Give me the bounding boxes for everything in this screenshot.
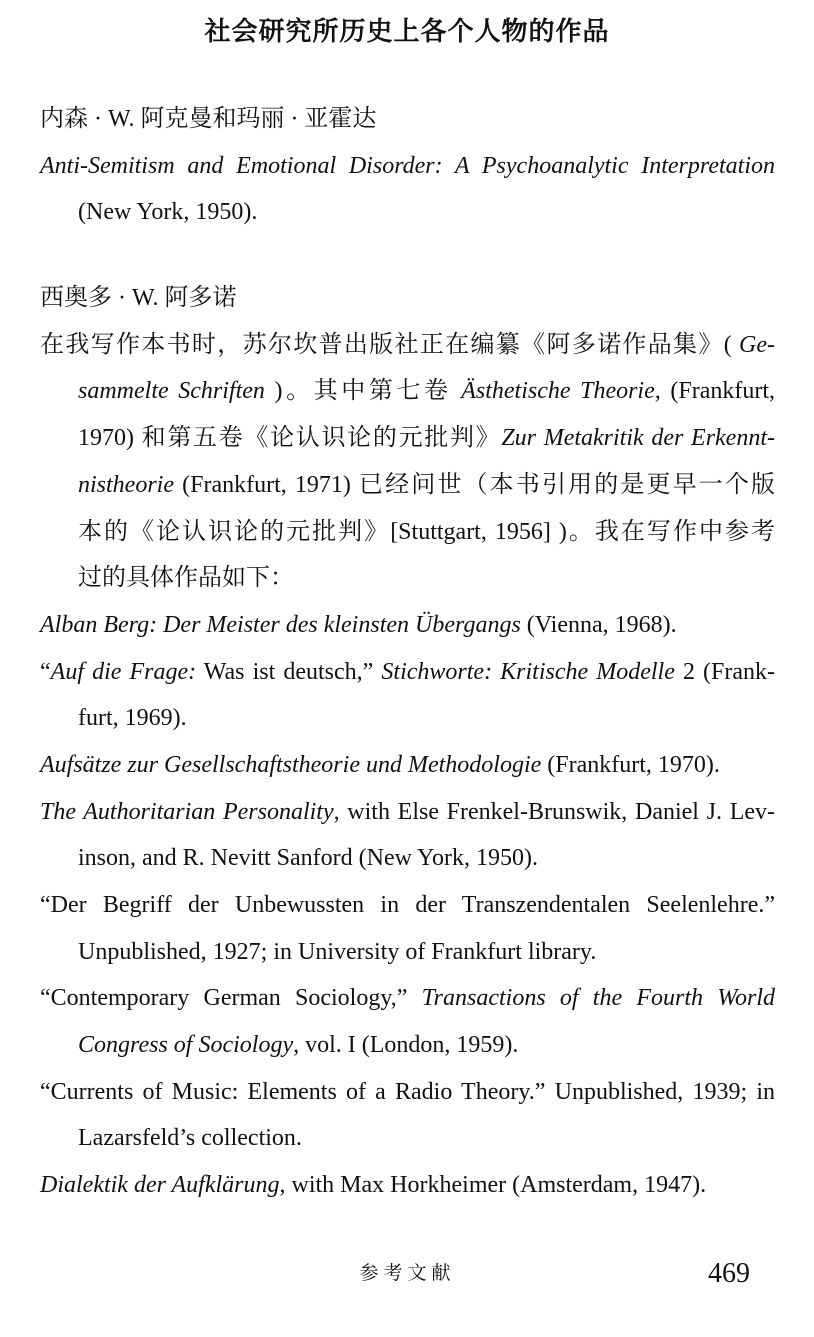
bib-line — [40, 143, 775, 190]
italic-text-segment: Aufsätze zur Gesellschaftstheorie und Methodologie — [40, 751, 542, 778]
text-segment: inson, and R. Nevitt Sanford (New York, 1950). — [78, 845, 538, 872]
page-number: 469 — [708, 1258, 750, 1289]
text-segment: 过的具体作品如下： — [78, 565, 294, 592]
bib-line — [40, 742, 775, 789]
italic-text-segment: Ästhetische Theorie, — [461, 378, 661, 405]
italic-text-segment: Auf die Frage: — [50, 658, 197, 685]
bib-line — [40, 462, 775, 509]
footer-label: 参考文献 — [359, 1263, 456, 1284]
bib-line — [40, 602, 775, 649]
text-segment: “ — [40, 658, 51, 685]
italic-text-segment: The Authoritarian Personality — [40, 798, 334, 825]
text-segment: , with Else Frenkel-Brunswik, Daniel J. Lev- — [333, 798, 775, 825]
page-footer — [40, 1253, 775, 1295]
bib-line — [40, 929, 775, 976]
italic-text-segment: Dialektik der Aufklärung — [40, 1172, 280, 1199]
text-segment: , vol. I (London, 1959). — [293, 1032, 519, 1059]
bib-line — [40, 1022, 775, 1069]
text-segment: “Der Begriff der Unbewussten in der Transzendentalen Seelenlehre.” — [40, 892, 775, 918]
text-segment: (Frankfurt, — [660, 378, 775, 405]
text-segment: “Contemporary German Sociology,” — [40, 985, 422, 1012]
text-segment: Unpublished, 1927; in University of Frankfurt library. — [78, 938, 597, 965]
bib-line — [40, 555, 775, 602]
page-title: 社会研究所历史上各个人物的作品 — [204, 17, 610, 46]
italic-text-segment: Congress of Sociology — [78, 1032, 294, 1059]
bib-line — [40, 509, 775, 556]
text-segment: (New York, 1950). — [78, 199, 258, 226]
text-segment: “Currents of Music: Elements of a Radio Theory.” Unpublished, 1939; in — [40, 1078, 775, 1105]
bib-line — [40, 189, 775, 236]
italic-text-segment: nistheorie — [78, 471, 174, 498]
text-segment: )。其中第七卷 — [264, 378, 462, 405]
author-ackerman-jahoda — [40, 96, 775, 143]
text-segment: 2 (Frank- — [674, 658, 776, 685]
bib-line — [40, 1162, 775, 1209]
bib-line — [40, 322, 775, 369]
text-segment: 本的《论认识论的元批判》[Stuttgart, 1956] )。我在写作中参考 — [78, 518, 775, 545]
text-segment: Lazarsfeld’s collection. — [78, 1125, 302, 1152]
bib-line — [40, 835, 775, 882]
italic-text-segment: Zur Metakritik der Erkennt- — [501, 425, 775, 452]
bib-line — [40, 368, 775, 415]
italic-text-segment: Ge- — [739, 331, 775, 358]
text-segment: furt, 1969). — [78, 705, 187, 732]
bib-line — [40, 882, 775, 929]
text-segment: 在我写作本书时，苏尔坎普出版社正在编纂《阿多诺作品集》( — [40, 331, 740, 358]
text-segment: 西奥多 · W. 阿多诺 — [40, 285, 237, 312]
italic-text-segment: Transactions of the Fourth World — [421, 985, 775, 1012]
italic-text-segment: Stichworte: Kritische Modelle — [381, 658, 675, 685]
author-adorno — [40, 275, 775, 322]
bibliography — [40, 96, 775, 1209]
bib-line — [40, 1069, 775, 1116]
bib-line — [40, 975, 775, 1022]
bib-line — [40, 789, 775, 836]
italic-text-segment: sammelte Schriften — [78, 378, 265, 405]
italic-text-segment: Alban Berg: Der Meister des kleinsten Übergangs — [40, 611, 521, 638]
bib-line — [40, 649, 775, 696]
text-segment: (Frankfurt, 1971) 已经问世（本书引用的是更早一个版 — [174, 471, 775, 498]
text-segment: 内森 · W. 阿克曼和玛丽 · 亚霍达 — [40, 106, 377, 132]
text-segment: (Vienna, 1968). — [520, 611, 677, 638]
bib-line — [40, 695, 775, 742]
text-segment: , with Max Horkheimer (Amsterdam, 1947). — [279, 1172, 707, 1199]
bib-line — [40, 1115, 775, 1162]
text-segment: 1970) 和第五卷《论认识论的元批判》 — [78, 425, 502, 452]
text-segment: Was ist deutsch,” — [196, 658, 382, 685]
text-segment: (Frankfurt, 1970). — [541, 751, 720, 778]
italic-text-segment: Anti-Semitism and Emotional Disorder: A Psychoanalytic Interpretation — [40, 152, 775, 179]
bib-line — [40, 415, 775, 462]
